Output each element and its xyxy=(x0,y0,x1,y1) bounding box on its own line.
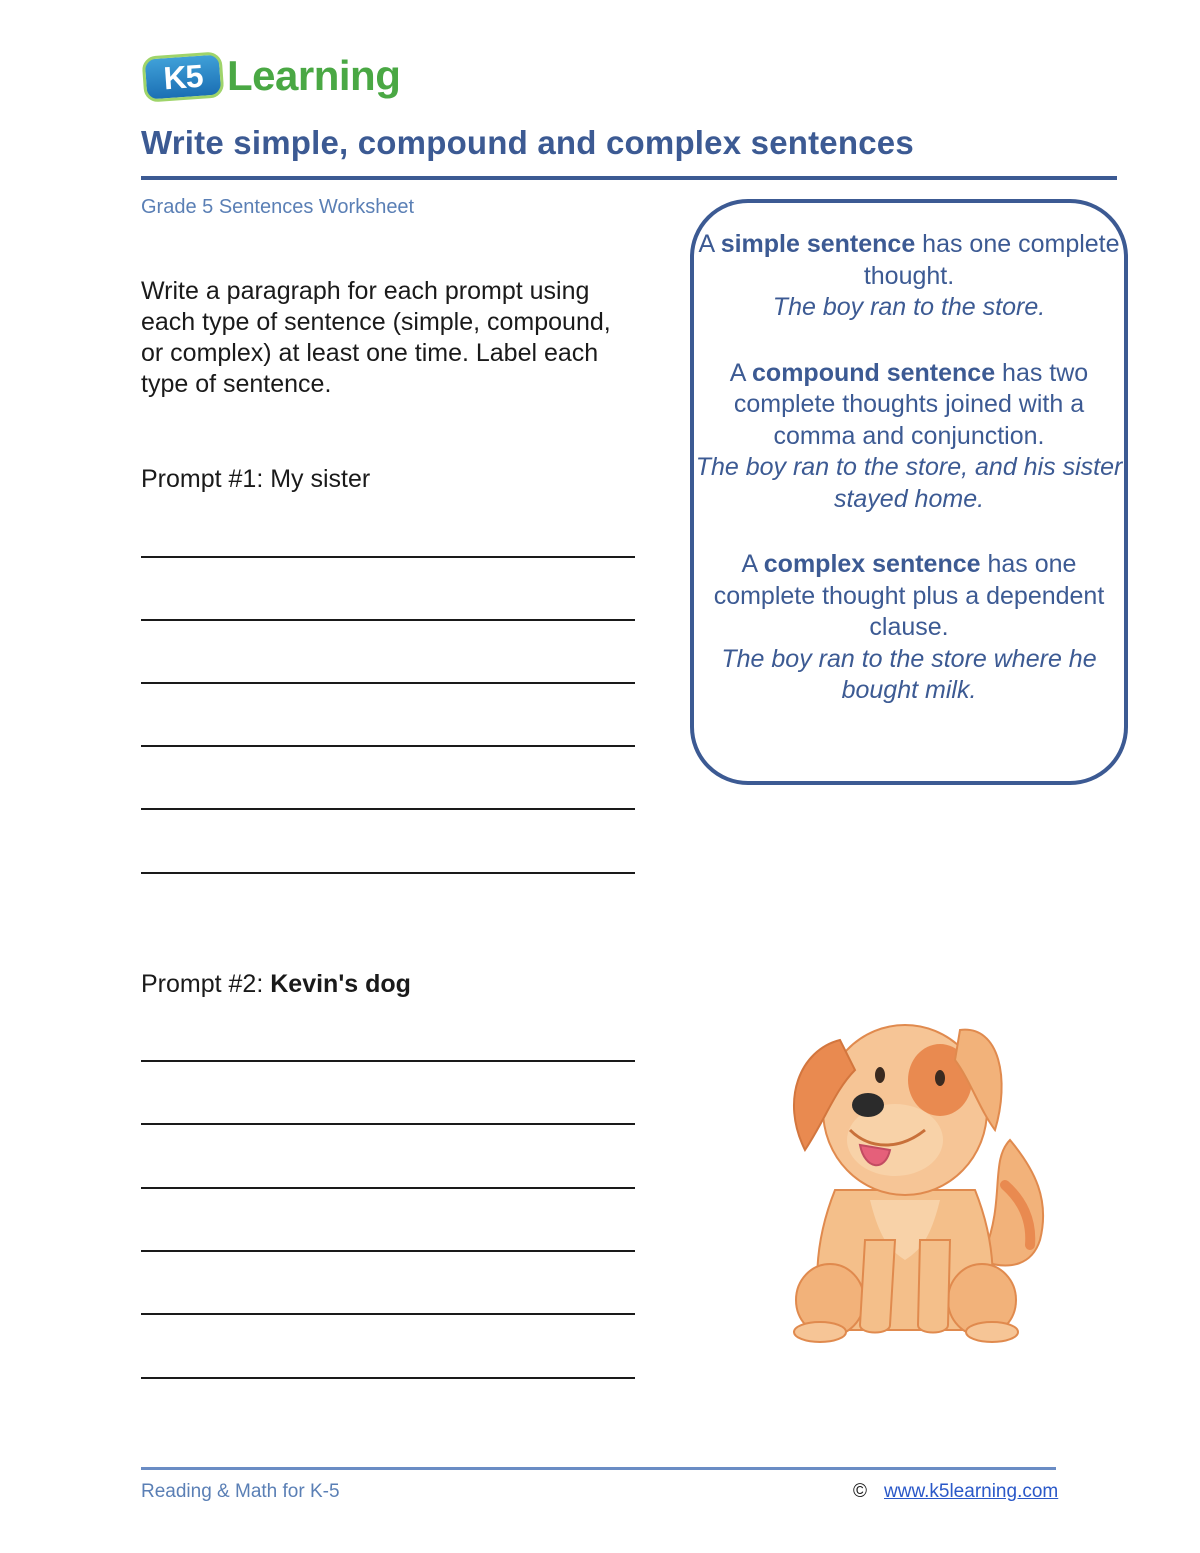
footer-divider xyxy=(141,1467,1056,1470)
compound-sentence-definition: A compound sentence has two complete thoughts joined with a comma and conjunction. The boy ran to the store, and his sister stayed home. xyxy=(695,358,1123,513)
website-link[interactable]: www.k5learning.com xyxy=(884,1481,1059,1502)
logo-k5-badge: K5 xyxy=(141,51,224,102)
page-title: Write simple, compound and complex sentences xyxy=(141,124,914,161)
instructions-text: Write a paragraph for each prompt using each type of sentence (simple, compound, or complex) at least one time. Label each type of sentence. xyxy=(141,277,611,398)
k5-learning-logo xyxy=(143,44,405,106)
compound-sentence-term: compound sentence xyxy=(752,358,996,387)
sentence-types-content xyxy=(694,229,1124,741)
sentence-types-box xyxy=(690,199,1128,785)
answer-line[interactable] xyxy=(141,1313,635,1315)
compound-sentence-example: The boy ran to the store, and his sister stayed home. xyxy=(695,453,1123,513)
answer-line[interactable] xyxy=(141,1187,635,1189)
copyright-symbol: © xyxy=(853,1481,867,1502)
answer-line[interactable] xyxy=(141,682,635,684)
complex-sentence-definition: A complex sentence has one complete thought plus a dependent clause. The boy ran to the store where he bought milk. xyxy=(713,550,1105,704)
simple-sentence-term: simple sentence xyxy=(720,230,916,258)
answer-line[interactable] xyxy=(141,745,635,747)
prompt-2-label: Prompt #2: xyxy=(141,970,271,998)
prompt-1 xyxy=(141,465,370,494)
prompt-1-topic: My sister xyxy=(270,465,371,493)
worksheet-subtitle: Grade 5 Sentences Worksheet xyxy=(141,196,415,218)
complex-sentence-term: complex sentence xyxy=(763,550,981,578)
answer-line[interactable] xyxy=(141,556,635,558)
answer-line[interactable] xyxy=(141,1060,635,1062)
answer-line[interactable] xyxy=(141,1123,635,1125)
simple-sentence-definition: A simple sentence has one complete thought. The boy ran to the store. xyxy=(698,230,1120,321)
answer-line[interactable] xyxy=(141,1377,635,1379)
answer-line[interactable] xyxy=(141,808,635,810)
title-divider xyxy=(141,176,1117,180)
answer-line[interactable] xyxy=(141,619,635,621)
simple-sentence-example: The boy ran to the store. xyxy=(772,293,1046,321)
answer-line[interactable] xyxy=(141,1250,635,1252)
prompt-1-label: Prompt #1: xyxy=(141,465,271,493)
prompt-2-topic: Kevin's dog xyxy=(270,970,411,998)
prompt-2 xyxy=(141,970,411,999)
puppy-illustration xyxy=(760,1000,1070,1350)
answer-line[interactable] xyxy=(141,872,635,874)
logo-wordmark: Learning xyxy=(227,52,401,99)
footer-tagline: Reading & Math for K-5 xyxy=(141,1481,340,1502)
complex-sentence-example: The boy ran to the store where he bought milk. xyxy=(721,644,1097,704)
